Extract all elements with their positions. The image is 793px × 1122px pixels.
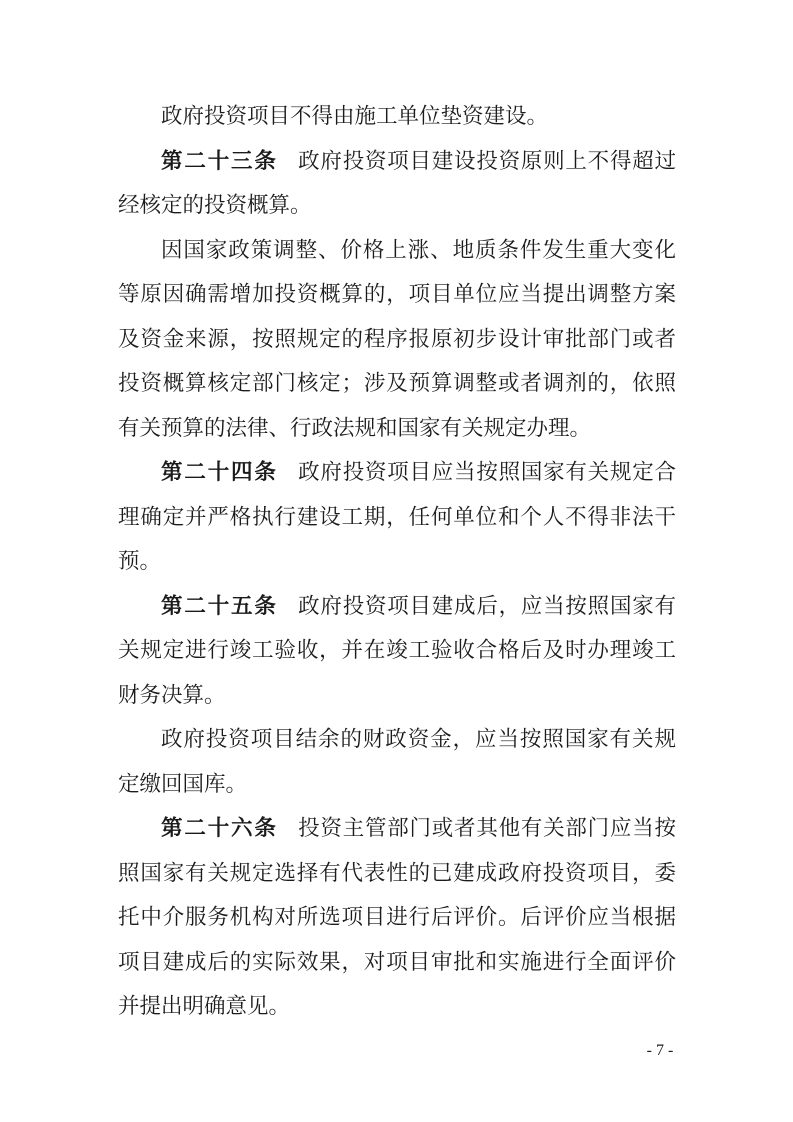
paragraph bbox=[118, 94, 676, 139]
paragraph bbox=[118, 584, 676, 718]
paragraph bbox=[118, 717, 676, 806]
paragraph-text: 政府投资项目建成后，应当按照国家有关规定进行竣工验收，并在竣工验收合格后及时办理竣工财务决算。 bbox=[118, 593, 676, 707]
article-number: 第二十三条 bbox=[161, 148, 278, 173]
paragraph-text: 政府投资项目应当按照国家有关规定合理确定并严格执行建设工期，任何单位和个人不得非法干预。 bbox=[118, 460, 676, 573]
article-number: 第二十六条 bbox=[161, 816, 278, 840]
paragraph-text: 政府投资项目建设投资原则上不得超过经核定的投资概算。 bbox=[118, 148, 676, 217]
paragraph bbox=[118, 450, 676, 584]
article-number: 第二十五条 bbox=[161, 593, 278, 618]
paragraph-text: 因国家政策调整、价格上涨、地质条件发生重大变化等原因确需增加投资概算的，项目单位应当提出调整方案及资金来源，按照规定的程序报原初步设计审批部门或者投资概算核定部门核定；涉及预算调整或者调剂的，依照有关预算的法律、行政法规和国家有关规定办理。 bbox=[118, 237, 676, 440]
article-number: 第二十四条 bbox=[161, 460, 278, 484]
text-block bbox=[118, 94, 676, 1029]
paragraph bbox=[118, 806, 676, 1029]
paragraph bbox=[118, 139, 676, 228]
paragraph bbox=[118, 228, 676, 451]
paragraph-text: 政府投资项目结余的财政资金，应当按照国家有关规定缴回国库。 bbox=[118, 727, 676, 796]
paragraph-text: 政府投资项目不得由施工单位垫资建设。 bbox=[161, 104, 549, 128]
paragraph-text: 投资主管部门或者其他有关部门应当按照国家有关规定选择有代表性的已建成政府投资项目，委托中介服务机构对所选项目进行后评价。后评价应当根据项目建成后的实际效果，对项目审批和实施进行全面评价并提出明确意见。 bbox=[118, 816, 676, 1018]
page-number: - 7 - bbox=[646, 1042, 674, 1059]
